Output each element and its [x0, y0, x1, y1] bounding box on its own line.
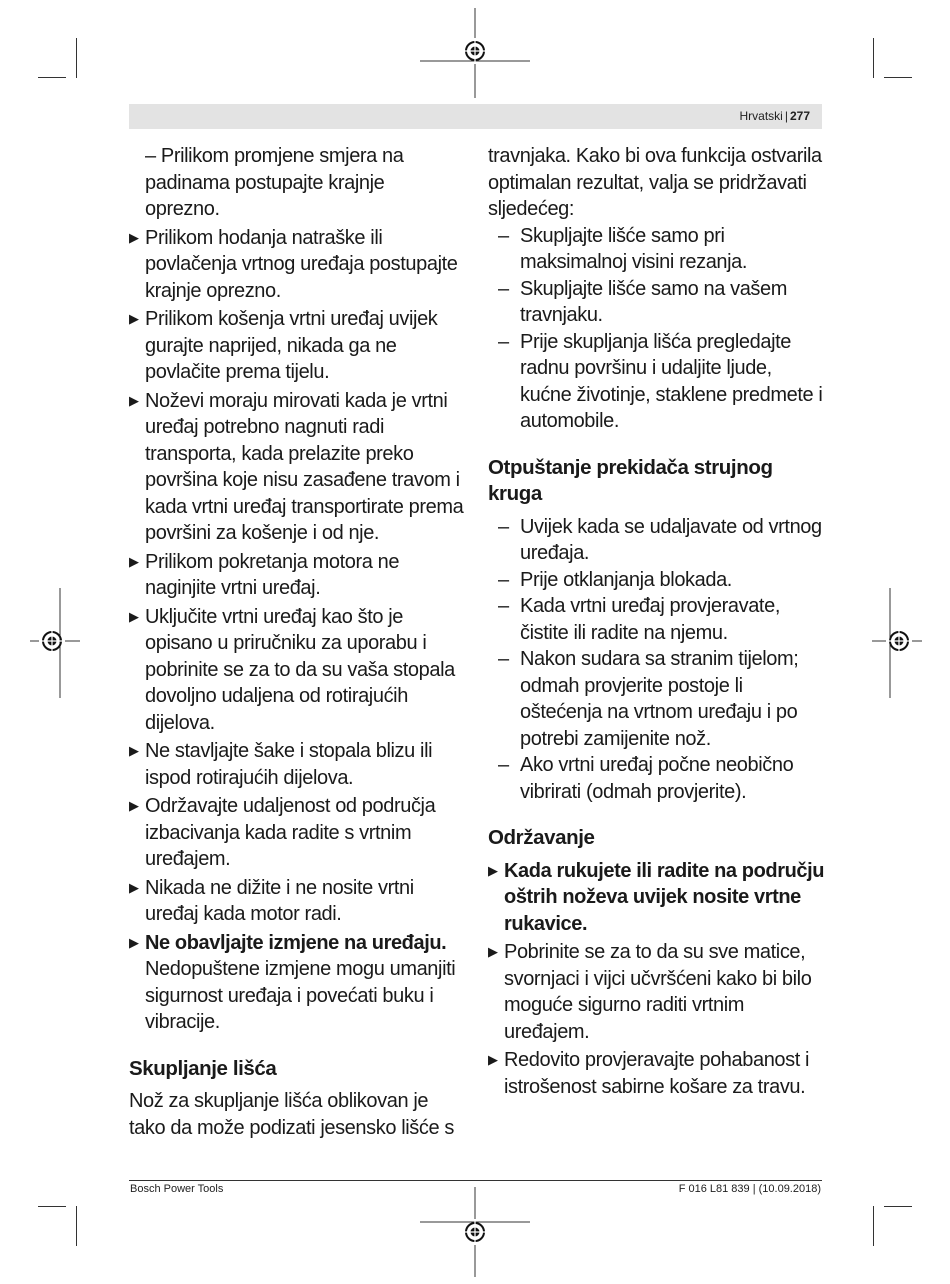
list-item [488, 1047, 826, 1100]
list-item [129, 604, 464, 737]
list-item-text: Pobrinite se za to da su sve matice, svornjaci i vijci učvršćeni kako bi bilo moguće sigurno raditi vrtnim uređajem. [504, 941, 812, 1043]
right-column [488, 143, 826, 1102]
dash-item-text: Skupljajte lišće samo pri maksimalnoj visini rezanja. [520, 224, 748, 273]
footer-doc-id: F 016 L81 839 | (10.09.2018) [678, 1183, 821, 1195]
crop-mark [38, 1206, 66, 1207]
crop-mark [884, 77, 912, 78]
dash-item-text: Kada vrtni uređaj provjeravate, čistite ili radite na njemu. [520, 595, 780, 644]
dash-item-text: Ako vrtni uređaj počne neobično vibrirati (odmah provjerite). [520, 754, 794, 803]
crop-mark [76, 1206, 77, 1246]
registration-mark-icon [420, 8, 530, 98]
triangle-bullet-icon: ▶ [129, 311, 139, 326]
dash-item [488, 514, 826, 567]
page-header [129, 104, 822, 129]
triangle-bullet-icon: ▶ [488, 862, 498, 878]
list-item-warning [488, 858, 826, 938]
paragraph: travnjaka. Kako bi ova funkcija ostvarila optimalan rezultat, valja se pridržavati sljedećeg: [488, 145, 822, 220]
continued-dash-item: – Prilikom promjene smjera na padinama postupajte krajnje oprezno. [145, 145, 404, 220]
crop-mark [38, 77, 66, 78]
dash-marker: – [498, 568, 509, 591]
triangle-bullet-icon: ▶ [129, 879, 139, 895]
footer-publisher: Bosch Power Tools [130, 1183, 224, 1195]
registration-mark-icon [30, 588, 80, 698]
warning-text: Nedopuštene izmjene mogu umanjiti sigurnost uređaja i povećati buku i vibracije. [145, 958, 456, 1033]
dash-item [488, 646, 826, 752]
list-item-text: Održavajte udaljenost od područja izbacivanja kada radite s vrtnim uređajem. [145, 795, 436, 870]
warning-title: Ne obavljajte izmjene na uređaju. [145, 931, 447, 954]
header-language: Hrvatski [739, 109, 783, 123]
crop-mark [873, 38, 874, 78]
dash-marker: – [498, 330, 509, 353]
list-item [129, 875, 464, 928]
list-item [129, 306, 464, 386]
list-item-text: Prilikom košenja vrtni uređaj uvijek gurajte naprijed, nikada ga ne povlačite prema tijelu. [145, 308, 438, 383]
section-heading-circuit-breaker: Otpuštanje prekidača strujnog kruga [488, 455, 773, 505]
list-item [129, 549, 464, 602]
page-number: 277 [789, 109, 810, 123]
dash-item [488, 329, 826, 435]
triangle-bullet-icon: ▶ [129, 392, 139, 408]
dash-item-text: Prije otklanjanja blokada. [520, 568, 732, 591]
dash-item-text: Nakon sudara sa stranim tijelom; odmah provjerite postoje li oštećenja na vrtnom uređaju i po potrebi zamijenite nož. [520, 648, 799, 750]
crop-mark [873, 1206, 874, 1246]
section-heading-leaf-collection: Skupljanje lišća [129, 1056, 277, 1080]
dash-marker: – [498, 515, 509, 538]
dash-marker: – [498, 277, 509, 300]
dash-marker: – [498, 224, 509, 247]
paragraph: Nož za skupljanje lišća oblikovan je tako da može podizati jesensko lišće s [129, 1090, 454, 1139]
list-item-text: Prilikom hodanja natraške ili povlačenja vrtnog uređaja postupajte krajnje oprezno. [145, 226, 458, 302]
list-item-text: Redovito provjeravajte pohabanost i istrošenost sabirne košare za travu. [504, 1049, 810, 1098]
dash-marker: – [498, 754, 509, 776]
crop-mark [884, 1206, 912, 1207]
triangle-bullet-icon: ▶ [129, 608, 139, 624]
warning-text: Kada rukujete ili radite na području oštrih noževa uvijek nosite vrtne rukavice. [504, 859, 825, 935]
triangle-bullet-icon: ▶ [129, 229, 139, 245]
triangle-bullet-icon: ▶ [129, 934, 139, 950]
dash-item [488, 276, 826, 329]
dash-item [488, 752, 826, 805]
triangle-bullet-icon: ▶ [129, 743, 139, 758]
header-text [740, 109, 811, 123]
dash-marker: – [498, 648, 509, 670]
dash-item-text: Skupljajte lišće samo na vašem travnjaku. [520, 277, 788, 326]
triangle-bullet-icon: ▶ [488, 1052, 498, 1067]
triangle-bullet-icon: ▶ [129, 553, 139, 569]
triangle-bullet-icon: ▶ [488, 944, 498, 959]
list-item [129, 793, 464, 873]
left-column [129, 143, 464, 1141]
list-item-warning [129, 930, 464, 1036]
list-item [488, 939, 826, 1045]
header-separator: | [784, 109, 788, 123]
list-item-text: Uključite vrtni uređaj kao što je opisano u priručniku za uporabu i pobrinite se za to da su vaša stopala dovoljno udaljena od rotirajućih dijelova. [145, 605, 455, 734]
list-item-text: Nikada ne dižite i ne nosite vrtni uređaj kada motor radi. [145, 876, 414, 925]
footer-rule [129, 1180, 822, 1181]
list-item [129, 225, 464, 305]
list-item-text: Noževi moraju mirovati kada je vrtni uređaj potrebno nagnuti radi transporta, kada prelazite preko površina koje nisu zasađene travom i kada vrtni uređaj transportirate prema površini za košenje i od nje. [145, 389, 464, 544]
registration-mark-icon [872, 588, 922, 698]
dash-item-text: Prije skupljanja lišća pregledajte radnu površinu i udaljite ljude, kućne životinje, staklene predmete i automobile. [520, 330, 823, 432]
dash-item [488, 567, 826, 594]
list-item-text: Prilikom pokretanja motora ne naginjite vrtni uređaj. [145, 550, 400, 599]
section-heading-maintenance: Održavanje [488, 826, 595, 849]
dash-item [488, 593, 826, 646]
crop-mark [76, 38, 77, 78]
list-item [129, 388, 464, 547]
dash-item [488, 223, 826, 276]
list-item-text: Ne stavljajte šake i stopala blizu ili ispod rotirajućih dijelova. [145, 740, 433, 789]
list-item [129, 738, 464, 791]
dash-item-text: Uvijek kada se udaljavate od vrtnog uređaja. [520, 515, 822, 564]
dash-marker: – [498, 595, 509, 617]
registration-mark-icon [420, 1187, 530, 1277]
triangle-bullet-icon: ▶ [129, 798, 139, 813]
